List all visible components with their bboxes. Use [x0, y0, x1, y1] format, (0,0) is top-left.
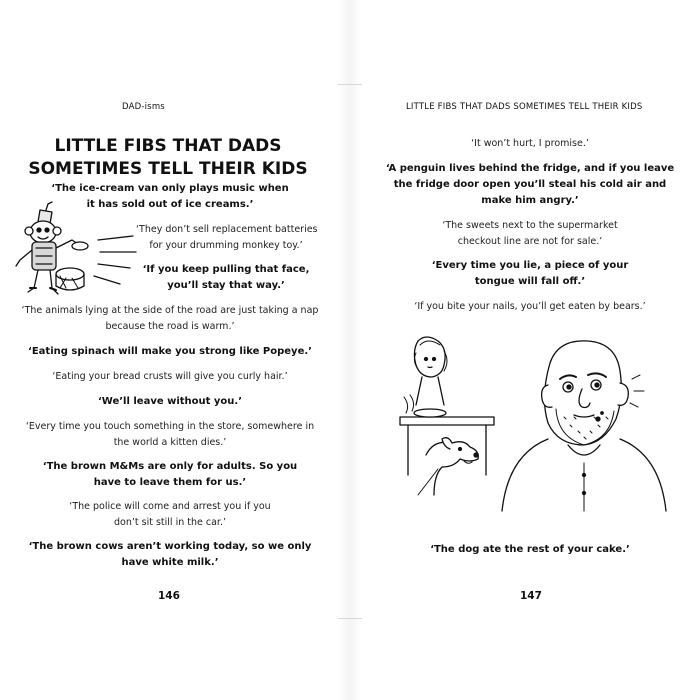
fib-line: ‘The police will come and arrest you if you [69, 501, 271, 512]
title-line: SOMETIMES TELL THEIR KIDS [28, 159, 308, 179]
fib-line: because the road is warm.’ [105, 321, 235, 332]
fib-line: ‘The sweets next to the supermarket [442, 220, 618, 231]
fib-line: ‘Eating spinach will make you strong like Popeye.’ [28, 346, 312, 357]
fib-line: ‘The dog ate the rest of your cake.’ [430, 544, 630, 555]
fib-line: ‘Every time you lie, a piece of your [431, 260, 629, 271]
left-page [0, 0, 340, 700]
fib-line: checkout line are not for sale.’ [457, 236, 603, 247]
fib-line: tongue will fall off.’ [474, 276, 586, 287]
title-line: LITTLE FIBS THAT DADS [54, 136, 282, 156]
page-number: 147 [520, 590, 542, 602]
fib-line: make him angry.’ [481, 195, 579, 206]
right-page [360, 0, 700, 700]
fib-line: ‘Every time you touch something in the store, somewhere in [25, 421, 315, 432]
fib-line: ‘The brown cows aren’t working today, so we only [28, 541, 312, 552]
page-number: 146 [158, 590, 180, 602]
fib-line: you’ll stay that way.’ [167, 280, 285, 291]
fib-line: it has sold out of ice creams.’ [86, 199, 254, 210]
running-head: LITTLE FIBS THAT DADS SOMETIMES TELL THEIR KIDS [406, 102, 643, 112]
gutter-mark [338, 618, 362, 619]
gutter-mark [338, 84, 362, 85]
fib-line: the fridge door open you’ll steal his cold air and [393, 179, 667, 190]
fib-line: ‘If you bite your nails, you’ll get eaten by bears.’ [414, 301, 646, 312]
fib-line: don’t sit still in the car.’ [114, 517, 226, 528]
fib-line: ‘The brown M&Ms are only for adults. So you [42, 461, 298, 472]
fib-line: ‘The animals lying at the side of the road are just taking a nap [21, 305, 319, 316]
fib-line: ‘A penguin lives behind the fridge, and if you leave [385, 163, 675, 174]
dad-dog-cake-illustration [398, 335, 668, 515]
monkey-toy-illustration [8, 200, 138, 300]
fib-line: have white milk.’ [121, 557, 219, 568]
page-title [28, 135, 308, 181]
fib-line: the world a kitten dies.’ [113, 437, 227, 448]
running-head: DAD-isms [122, 102, 165, 112]
fib-line: ‘The ice-cream van only plays music when [51, 183, 289, 194]
fib-line: ‘It won’t hurt, I promise.’ [471, 138, 589, 149]
fib-line: have to leave them for us.’ [93, 477, 247, 488]
fib-line: ‘Eating your bread crusts will give you curly hair.’ [52, 371, 288, 382]
book-gutter [338, 0, 362, 700]
fib-line: for your drumming monkey toy.’ [149, 240, 303, 251]
fib-line: ‘They don’t sell replacement batteries [136, 224, 318, 235]
fib-line: ‘If you keep pulling that face, [142, 264, 310, 275]
fib-line: ‘We’ll leave without you.’ [97, 396, 243, 407]
